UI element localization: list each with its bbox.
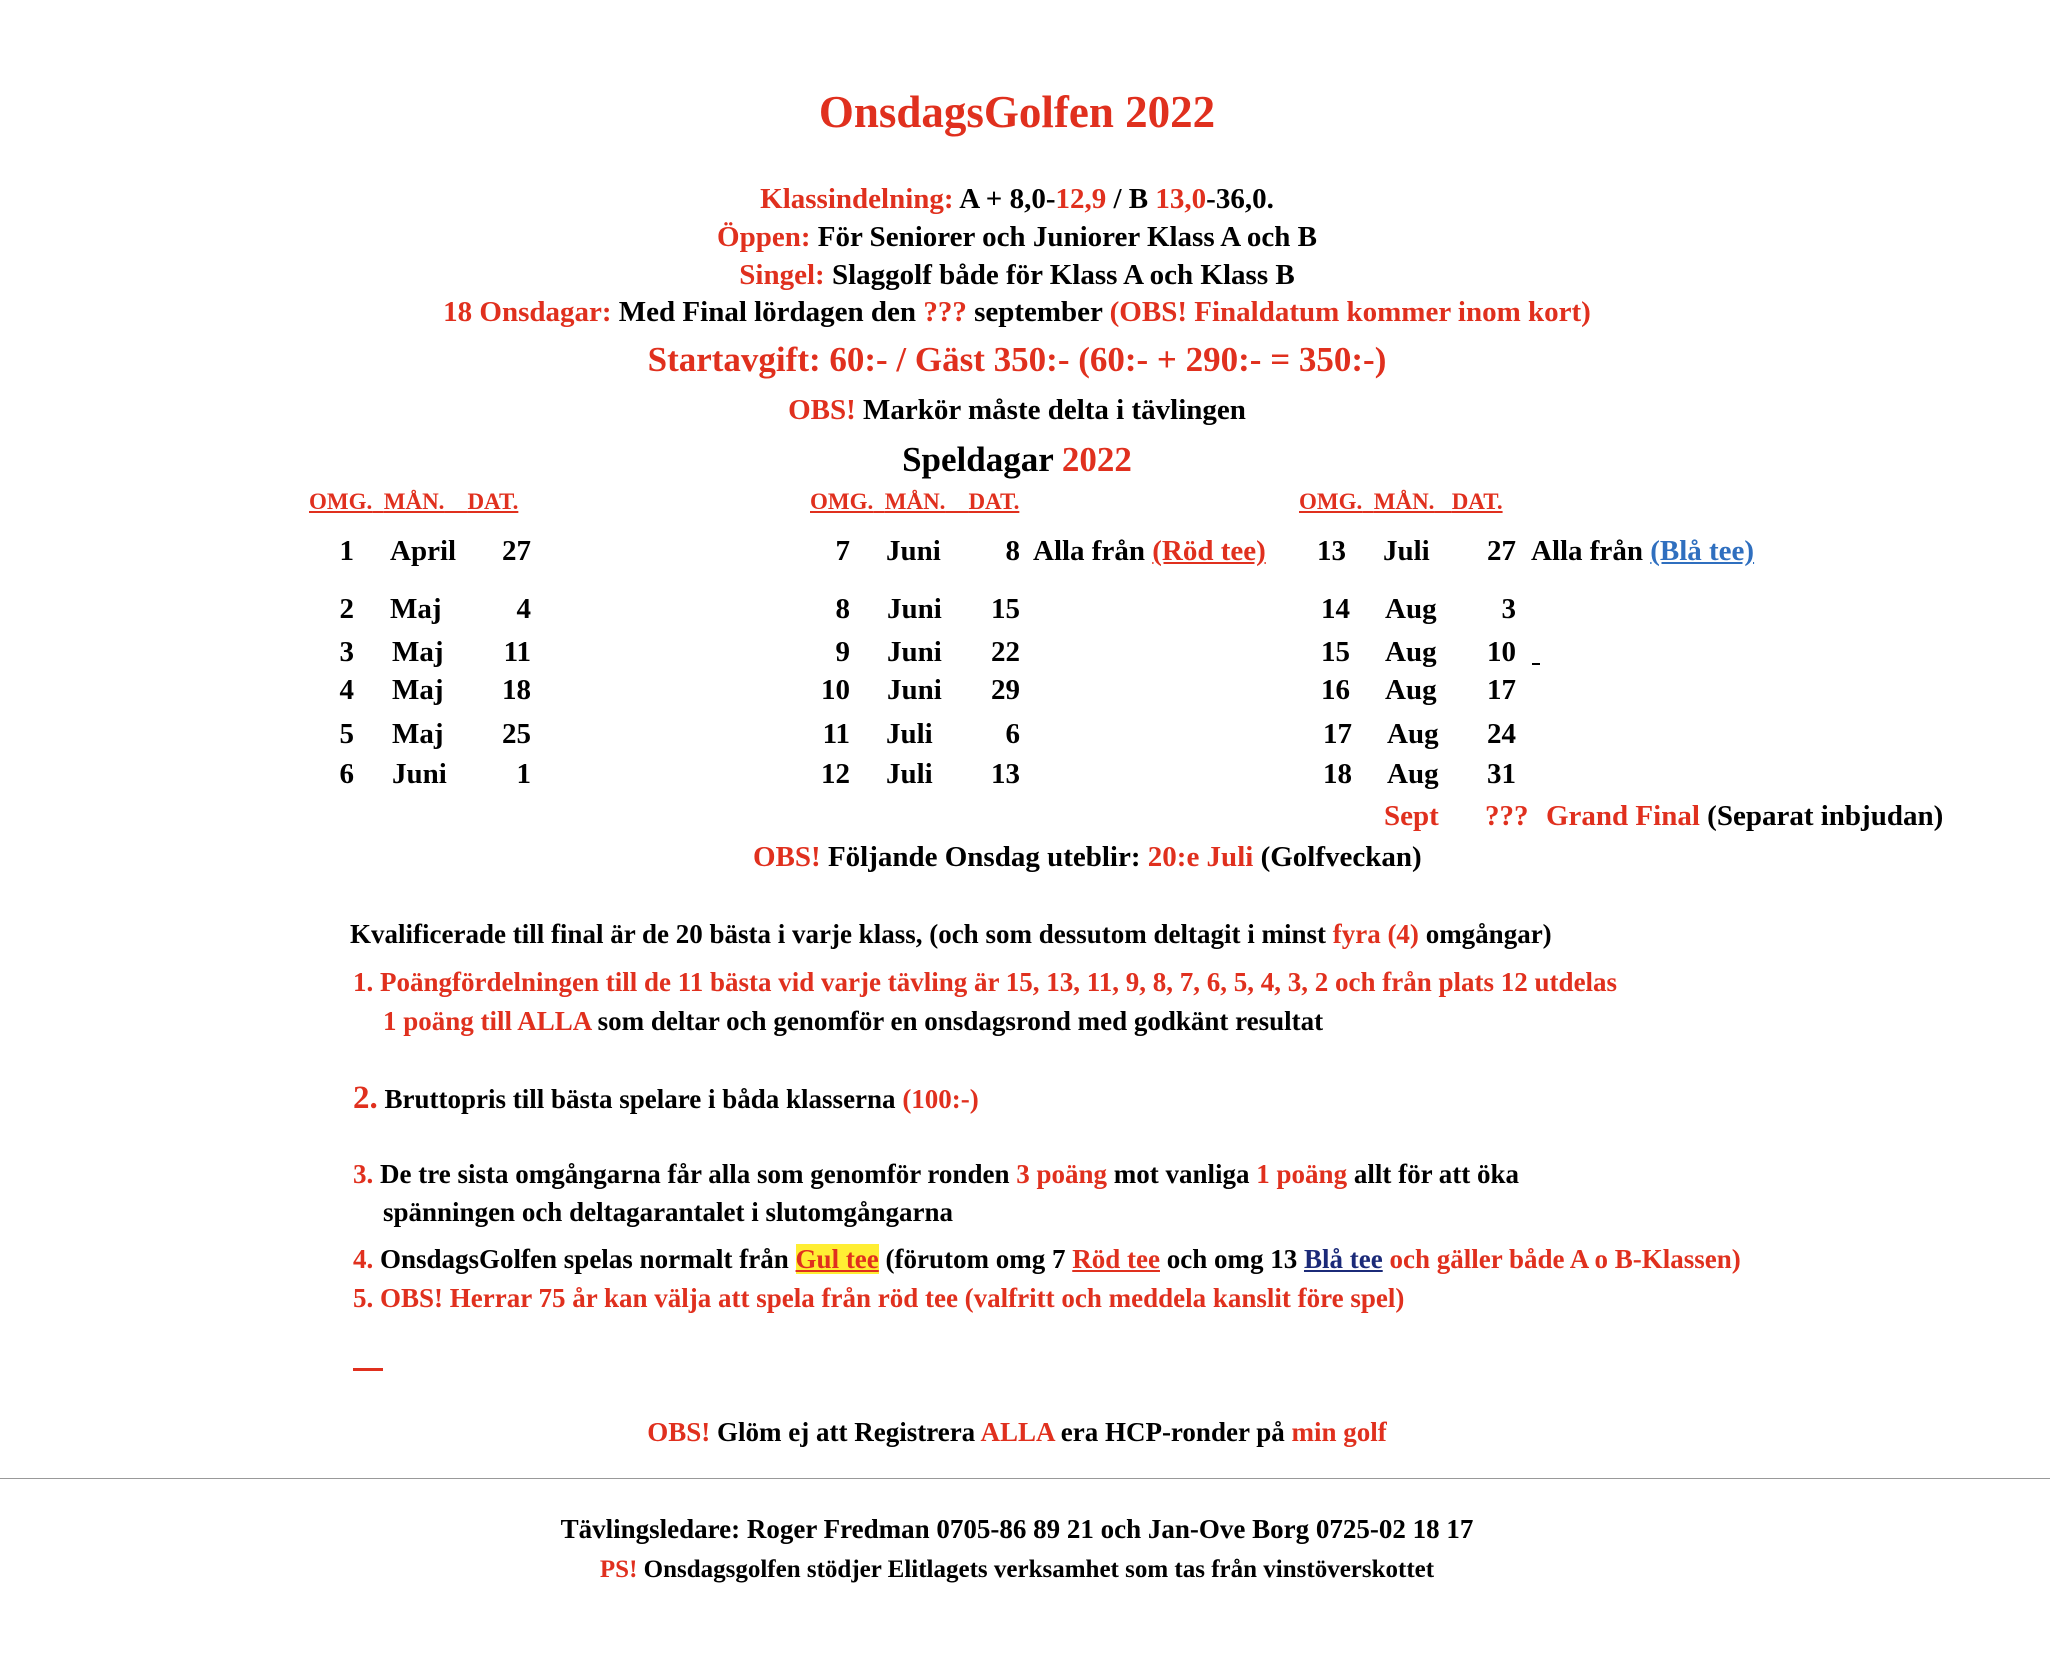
round-number: 4 [339,674,354,706]
round-date: 4 [516,593,531,625]
round-number: 1 [339,535,354,567]
round-month: April [390,535,457,567]
round-date: 3 [1501,593,1516,625]
final-month-label: Sept [1384,800,1439,832]
rule-4-text-b: (förutom omg 7 [885,1244,1066,1274]
round-7-note [1033,535,1266,568]
round-month: Aug [1385,593,1437,625]
skip-note: (Golfveckan) [1260,841,1422,873]
round-number: 13 [1317,535,1346,567]
round-number: 11 [822,718,850,750]
round-month: Juli [886,758,933,790]
round-month: Juli [886,718,933,750]
rule-3-line-2: spänningen och deltagarantalet i slutomgångarna [383,1197,954,1227]
rule-1-highlight: 1 poäng till ALLA [383,1006,591,1036]
blue-tee-link[interactable]: (Blå tee) [1650,535,1755,567]
single-text: Slaggolf både för Klass A och Klass B [831,259,1295,291]
round-number: 10 [821,674,850,706]
round-date: 25 [502,718,531,750]
rule-5: 5. OBS! Herrar 75 år kan välja att spela från röd tee (valfritt och meddela kanslit före spel) [353,1283,1405,1313]
wednesdays-line [0,296,2034,329]
final-date-note: (OBS! Finaldatum kommer inom kort) [1109,296,1591,328]
grand-final [1546,800,1943,833]
reminder-text-b: era HCP-ronder på [1060,1417,1285,1447]
round-month: Maj [392,718,444,750]
rule-1-line-1: 1. Poängfördelningen till de 11 bästa vid varje tävling är 15, 13, 11, 9, 8, 7, 6, 5, 4, 3, 2 och från plats 12 utdelas [353,967,1618,997]
single-label: Singel: [739,259,825,291]
ps-label: PS! [599,1556,638,1583]
header-dat: DAT. [467,489,519,514]
round-month: Juni [392,758,447,790]
round-date: 17 [1487,674,1516,706]
min-golf-link[interactable]: min golf [1291,1417,1387,1447]
skip-obs: OBS! [753,841,821,873]
wednesdays-text: Med Final lördagen den [618,296,917,328]
rule-2 [353,1080,979,1117]
header-man: MÅN. [1373,489,1435,514]
header-man: MÅN. [383,489,445,514]
blue-tee-link[interactable]: Blå tee [1303,1244,1383,1274]
open-label: Öppen: [717,221,811,253]
class-division-line [0,183,2034,216]
column-header-group-1 [309,489,549,515]
red-tee-link[interactable]: (Röd tee) [1152,535,1266,567]
round-date: 29 [991,674,1020,706]
round-7-note-text: Alla från [1033,535,1145,567]
obs-label: OBS! [788,394,856,426]
round-date: 6 [1005,718,1020,750]
round-date: 31 [1487,758,1516,790]
round-date: 13 [991,758,1020,790]
round-date: 8 [1005,535,1020,567]
column-header-group-3 [1299,489,1503,515]
header-omg: OMG. [1299,489,1363,514]
round-date: 27 [502,535,531,567]
final-date-unknown: ??? [1485,800,1529,832]
skip-notice [753,841,1422,874]
class-division-label: Klassindelning: [760,183,954,215]
round-number: 18 [1323,758,1352,790]
round-number: 14 [1321,593,1350,625]
round-number: 15 [1321,636,1350,668]
grand-final-label: Grand Final [1546,800,1700,832]
class-separator: / B [1106,183,1156,215]
rule-4-text-d: och gäller både A o B-Klassen) [1389,1244,1741,1274]
round-month: Aug [1387,758,1439,790]
round-date: 24 [1487,718,1516,750]
round-month: Maj [392,674,444,706]
header-omg: OMG. [309,489,373,514]
rule-1-rest: som deltar och genomför en onsdagsrond med godkänt resultat [597,1006,1324,1036]
round-13-note-text: Alla från [1531,535,1643,567]
round-number: 17 [1323,718,1352,750]
round-date: 22 [991,636,1020,668]
rule-3-text-e: allt för att öka [1353,1159,1520,1189]
ps-note [0,1556,2034,1584]
round-number: 6 [339,758,354,790]
round-date: 1 [516,758,531,790]
reminder-obs: OBS! [647,1417,711,1447]
skip-date: 20:e Juli [1147,841,1254,873]
rule-4-text-a: OnsdagsGolfen spelas normalt från [380,1244,789,1274]
class-b-min: 13,0 [1155,183,1207,215]
marker-notice-text: Markör måste delta i tävlingen [863,394,1246,426]
round-month: Maj [392,636,444,668]
round-13-note [1531,535,1754,568]
rule-3-number: 3. [353,1159,374,1189]
page-title: OnsdagsGolfen 2022 [818,87,1216,137]
entry-fee: Startavgift: 60:- / Gäst 350:- (60:- + 290:- = 350:-) [647,340,1387,379]
round-number: 12 [821,758,850,790]
round-month: Aug [1385,636,1437,668]
column-header-group-2 [810,489,1274,515]
round-date: 27 [1487,535,1516,567]
rule-4-number: 4. [353,1244,374,1274]
yellow-tee-link[interactable]: Gul tee [795,1244,879,1274]
round-number: 8 [835,593,850,625]
round-date: 18 [502,674,531,706]
rule-3-points-b: 1 poäng [1256,1159,1348,1189]
round-month: Juni [886,535,941,567]
round-number: 2 [339,593,354,625]
schedule-title [0,440,2034,480]
header-dat: DAT. [1451,489,1503,514]
wednesdays-label: 18 Onsdagar: [443,296,612,328]
round-month: Juni [887,593,942,625]
qualification-text: Kvalificerade till final är de 20 bästa i varje klass, (och som dessutom deltagit i minst [350,919,1326,949]
round-number: 9 [835,636,850,668]
round-number: 3 [339,636,354,668]
round-month: Maj [390,593,442,625]
reminder-text-a: Glöm ej att Registrera [717,1417,976,1447]
round-month: Juli [1383,535,1430,567]
qualification-end: omgångar) [1425,919,1552,949]
class-a-range: A + 8,0- [959,183,1056,215]
round-number: 5 [339,718,354,750]
class-a-max: 12,9 [1055,183,1107,215]
rule-3-text-a: De tre sista omgångarna får alla som genomför ronden [380,1159,1010,1189]
open-text: För Seniorer och Juniorer Klass A och B [817,221,1317,253]
round-month: Aug [1385,674,1437,706]
round-number: 16 [1321,674,1350,706]
round-month: Aug [1387,718,1439,750]
open-line [0,221,2034,254]
registration-reminder [0,1417,2034,1448]
rule-2-amount: (100:-) [902,1084,979,1114]
round-date: 10 [1487,636,1516,668]
header-omg: OMG. [810,489,874,514]
rule-3-text-c: mot vanliga [1113,1159,1250,1189]
rule-3-points-a: 3 poäng [1016,1159,1108,1189]
round-date: 15 [991,593,1020,625]
grand-final-note: (Separat inbjudan) [1707,800,1944,832]
reminder-all: ALLA [980,1417,1054,1447]
schedule-title-text: Speldagar [902,440,1054,479]
schedule-title-year: 2022 [1061,440,1132,479]
rule-4-text-c: och omg 13 [1166,1244,1298,1274]
marker-notice [0,394,2034,427]
round-date: 11 [503,636,531,668]
red-tee-link[interactable]: Röd tee [1072,1244,1160,1274]
competition-leaders: Tävlingsledare: Roger Fredman 0705-86 89 21 och Jan-Ove Borg 0725-02 18 17 [560,1514,1474,1544]
rule-1-line-2 [383,1006,1323,1037]
separator-dash [353,1368,383,1371]
class-b-rest: -36,0. [1206,183,1274,215]
round-month: Juni [887,674,942,706]
qualification-rule [350,919,1552,950]
rule-4 [353,1244,1741,1275]
rule-2-text: Bruttopris till bästa spelare i båda klasserna [384,1084,896,1114]
rule-2-number: 2. [353,1080,378,1116]
stray-mark [1532,663,1540,665]
divider [0,1478,2050,1479]
round-month: Juni [887,636,942,668]
header-dat: DAT. [968,489,1020,514]
single-line [0,259,2034,292]
final-month: september [974,296,1103,328]
round-number: 7 [835,535,850,567]
ps-text: Onsdagsgolfen stödjer Elitlagets verksamhet som tas från vinstöverskottet [643,1556,1435,1583]
qualification-min-rounds: fyra (4) [1332,919,1419,949]
rule-3-line-1 [353,1159,1519,1190]
final-date-unknown: ??? [923,296,967,328]
header-man: MÅN. [884,489,946,514]
skip-text: Följande Onsdag uteblir: [827,841,1141,873]
